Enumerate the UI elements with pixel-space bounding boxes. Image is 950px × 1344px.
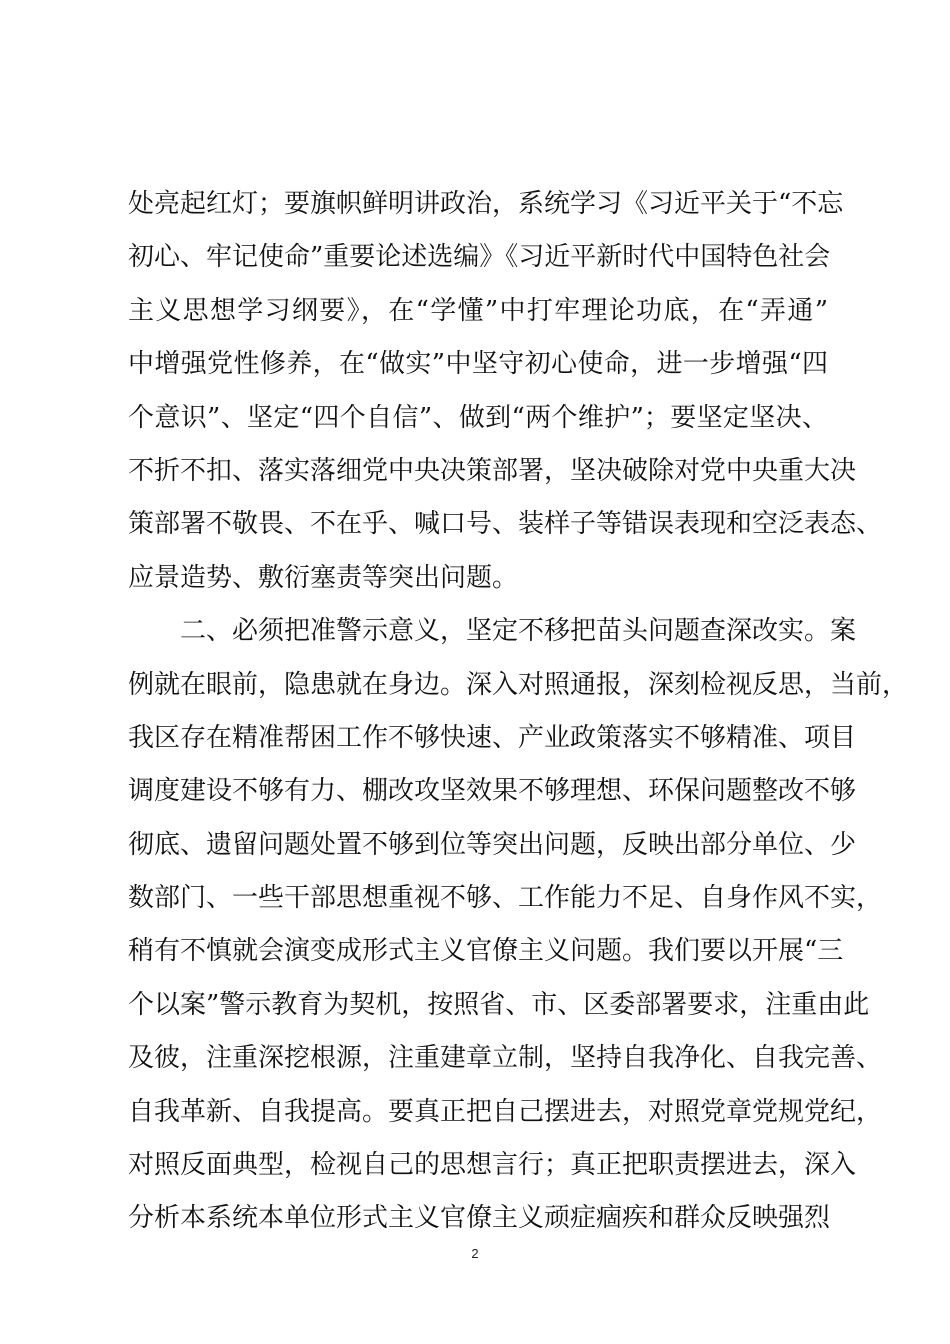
text-line-6: 不折不扣、落实落细党中央决策部署，坚决破除对党中央重大决 [128,455,857,486]
text-line-20: 分析本系统本单位形式主义官僚主义顽症痼疾和群众反映强烈 [128,1203,831,1234]
text-line-13: 彻底、遗留问题处置不够到位等突出问题，反映出部分单位、少 [128,829,857,860]
text-line-10: 例就在眼前，隐患就在身边。深入对照通报，深刻检视反思，当前， [128,669,909,700]
text-line-15: 稍有不慎就会演变成形式主义官僚主义问题。我们要以开展“三 [128,936,844,967]
text-line-1: 处亮起红灯；要旗帜鲜明讲政治，系统学习《习近平关于“不忘 [128,189,844,219]
page-number: 2 [471,1246,479,1261]
text-line-19: 对照反面典型，检视自己的思想言行；真正把职责摆进去，深入 [128,1150,857,1181]
text-line-17: 及彼，注重深挖根源，注重建章立制，坚持自我净化、自我完善、 [128,1043,883,1074]
text-line-4: 中增强党性修养，在“做实”中坚守初心使命，进一步增强“四 [128,349,828,380]
section-heading-line: 二、必须把准警示意义，坚定不移把苗头问题查深改实。案 [180,616,857,647]
text-line-3: 主义思想学习纲要》，在“学懂”中打牢理论功底，在“弄通” [128,295,828,326]
text-line-18: 自我革新、自我提高。要真正把自己摆进去，对照党章党规党纪， [128,1096,883,1127]
text-line-7: 策部署不敬畏、不在乎、喊口号、装样子等错误表现和空泛表态、 [128,509,883,540]
text-line-11: 我区存在精准帮困工作不够快速、产业政策落实不够精准、项目 [128,722,857,753]
text-line-5: 个意识”、坚定“四个自信”、做到“两个维护”；要坚定坚决、 [128,402,828,433]
text-line-8: 应景造势、敷衍塞责等突出问题。 [128,562,519,593]
text-line-16: 个以案”警示教育为契机，按照省、市、区委部署要求，注重由此 [128,989,870,1020]
text-line-12: 调度建设不够有力、棚改攻坚效果不够理想、环保问题整改不够 [128,776,857,807]
text-line-14: 数部门、一些干部思想重视不够、工作能力不足、自身作风不实， [128,883,883,914]
body-text [128,178,909,1246]
text-line-2: 初心、牢记使命”重要论述选编》《习近平新时代中国特色社会 [128,242,831,273]
